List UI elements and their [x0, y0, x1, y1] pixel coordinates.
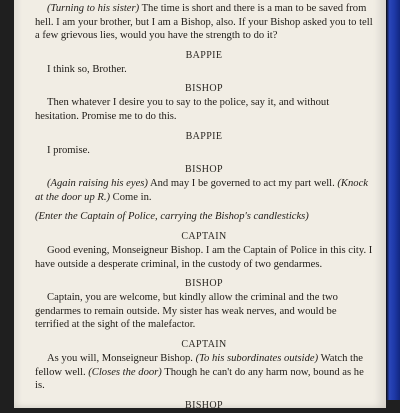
- dialogue-line: [35, 96, 373, 123]
- stage-direction-inline: (Turning to his sister): [47, 3, 140, 14]
- speaker-name: BISHOP: [185, 83, 223, 95]
- dialogue-line: [35, 291, 373, 332]
- play-script: [35, 0, 373, 413]
- speaker-name: BISHOP: [185, 399, 223, 411]
- dialogue-text: Though he can't do any harm now, bound as he is.: [35, 366, 364, 392]
- dialogue-line: [35, 2, 373, 43]
- dialogue-line: [35, 63, 373, 77]
- stage-direction-inline: (Closes the door): [88, 366, 162, 378]
- dialogue-text: The time is short and there is a man to be saved from hell. I am your brother, but I am a Bishop, also. If your Bishop asked you to tell a few grievous lies, would you have the strength to do it?: [35, 3, 373, 42]
- dialogue-line: [35, 144, 373, 158]
- dialogue-text: I promise.: [47, 144, 90, 156]
- dialogue-line: [35, 177, 373, 204]
- dialogue-line: [35, 244, 373, 271]
- speaker-name: BISHOP: [185, 164, 223, 176]
- dialogue-text: Watch the fellow well.: [35, 352, 363, 378]
- book-cover-edge: [386, 0, 400, 400]
- stage-direction-inline: (Knock at the door up R.): [35, 178, 368, 203]
- dialogue-text: Then whatever I desire you to say to the police, say it, and without hesitation. Promise me to do this.: [35, 97, 330, 122]
- book-page: [14, 0, 386, 411]
- dialogue-text: I think so, Brother.: [47, 63, 127, 75]
- dialogue-text: Good evening, Monseigneur Bishop. I am the Captain of Police in this city. I have outside a desperate criminal, in the custody of two gendarmes.: [35, 244, 373, 270]
- speaker-name: CAPTAIN: [181, 230, 227, 242]
- dialogue-text: And may I be governed to act my part well.: [147, 178, 338, 190]
- dialogue-line: [35, 352, 373, 393]
- stage-direction-inline: (Again raising his eyes): [47, 178, 148, 190]
- speaker-name: CAPTAIN: [181, 338, 227, 350]
- speaker-name: BISHOP: [185, 278, 223, 290]
- stage-direction: (Enter the Captain of Police, carrying the Bishop's candlesticks): [35, 211, 309, 223]
- stage-direction-inline: (To his subordinates outside): [195, 352, 319, 364]
- dialogue-text: Come in.: [110, 191, 152, 203]
- speaker-name: BAPPIE: [185, 49, 223, 61]
- dialogue-text: As you will, Monseigneur Bishop.: [47, 352, 196, 364]
- dialogue-text: Captain, you are welcome, but kindly allow the criminal and the two gendarmes to remain outside. My sister has weak nerves, and would be terrified at the sight of the malefactor.: [35, 292, 338, 331]
- speaker-name: BAPPIE: [185, 130, 223, 142]
